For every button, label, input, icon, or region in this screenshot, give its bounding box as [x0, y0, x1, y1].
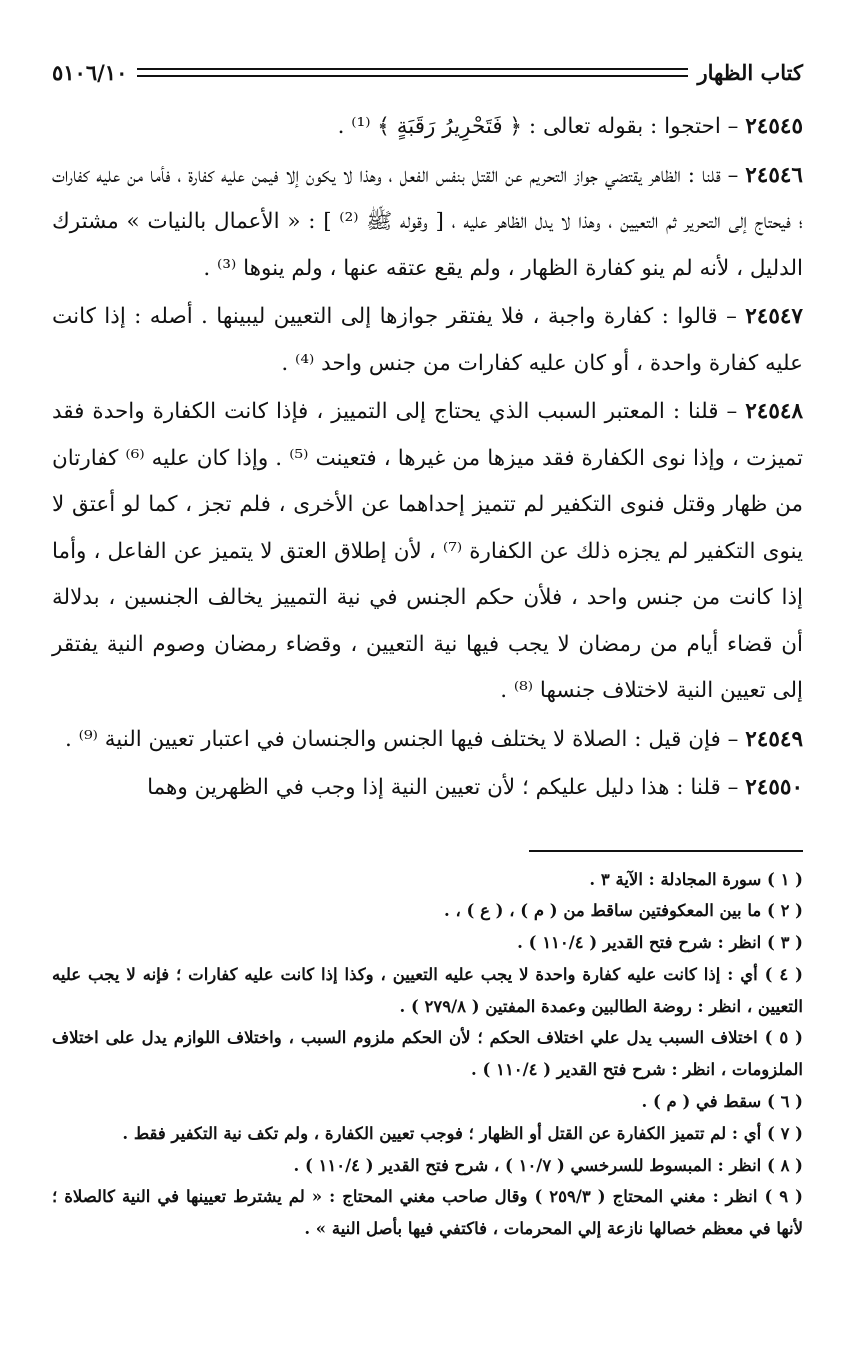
footnote: ( ٦ ) سقط في ( م ) . — [641, 1092, 803, 1112]
paragraph — [52, 717, 803, 764]
footnote: ( ٣ ) انظر : شرح فتح القدير ( ١١٠/٤ ) . — [517, 933, 803, 953]
footnote: ( ١ ) سورة المجادلة : الآية ٣ . — [589, 869, 803, 889]
paragraph — [52, 153, 803, 293]
paragraph-number: ٢٤٥٤٦ — [745, 162, 803, 188]
paragraph-number: ٢٤٥٤٨ — [745, 399, 803, 424]
main-text — [52, 104, 803, 812]
book-title: كتاب الظهار — [697, 59, 803, 85]
footnote: ( ٩ ) انظر : مغني المحتاج ( ٢٥٩/٣ ) وقال صاحب مغني المحتاج : « لم يشترط تعيينها في النية كالصلاة ؛ لأنها في معظم خصالها نازعة إلي المحرمات ، فاكتفي فيها بأصل النية » . — [52, 1187, 803, 1239]
paragraph-number: ٢٤٥٤٩ — [745, 726, 803, 752]
paragraph-text: – قلنا : المعتبر السبب الذي يحتاج إلى التمييز ، فإذا كانت الكفارة واحدة فقد تميزت ، وإذا نوى الكفارة فقد ميزها من غيرها ، فتعينت ⁽⁵⁾ . وإذا كان عليه ⁽⁶⁾ كفارتان من ظهار وقتل فنوى التكفير لم تتميز إحداهما عن الأخرى ، فلم تجز ، كما لو أعتق لا ينوى التكفير لم يجزه ذلك عن الكفارة ⁽⁷⁾ ، لأن إطلاق العتق لا يتميز عن الفاعل ، وأما إذا كانت من جنس واحد ، فلأن حكم الجنس في نية التمييز يخالف الجنسين ، بدلالة أن قضاء أيام من رمضان لا يجب فيها نية التعيين ، وقضاء رمضان وصوم النية يفتقر إلى تعيين النية لاختلاف جنسها ⁽⁸⁾ . — [52, 399, 804, 703]
footnote: ( ٧ ) أي : لم تتميز الكفارة عن القتل أو الظهار ؛ فوجب تعيين الكفارة ، ولم تكف نية التكفير فقط . — [122, 1123, 803, 1143]
footnote: ( ٢ ) ما بين المعكوفتين ساقط من ( م ) ، ( ع ) ، . — [443, 901, 803, 921]
paragraph — [52, 765, 803, 812]
paragraph-number: ٢٤٥٤٧ — [745, 304, 803, 329]
paragraph — [52, 294, 803, 387]
footnote: ( ٨ ) انظر : المبسوط للسرخسي ( ١٠/٧ ) ، شرح فتح القدير ( ١١٠/٤ ) . — [293, 1155, 803, 1175]
footnotes — [52, 864, 803, 1246]
paragraph-number: ٢٤٥٥٠ — [745, 775, 803, 800]
paragraph — [52, 389, 803, 715]
paragraph-text: – احتجوا : بقوله تعالى : ﴿ فَتَحْرِيرُ رَقَبَةٍ ﴾ ⁽¹⁾ . — [337, 114, 739, 139]
paragraph-text: – فإن قيل : الصلاة لا يختلف فيها الجنس والجنسان في اعتبار تعيين النية ⁽⁹⁾ . — [65, 726, 739, 752]
paragraph — [52, 104, 803, 151]
header-rule — [137, 68, 687, 77]
footnote: ( ٥ ) اختلاف السبب يدل علي اختلاف الحكم ؛ لأن الحكم ملزوم السبب ، واختلاف اللوازم يدل على اختلاف الملزومات ، انظر : شرح فتح القدير ( ١١٠/٤ ) . — [52, 1028, 803, 1080]
footnote: ( ٤ ) أي : إذا كانت عليه كفارة واحدة لا يجب عليه التعيين ، وكذا إذا كانت عليه كفارات ؛ فإنه لا يجب عليه التعيين ، انظر : روضة الطالبين وعمدة المفتين ( ٢٧٩/٨ ) . — [52, 964, 803, 1016]
paragraph-number: ٢٤٥٤٥ — [745, 114, 803, 139]
paragraph-text: – قلنا : هذا دليل عليكم ؛ لأن تعيين النية إذا وجب في الظهرين وهما — [147, 775, 739, 800]
footnote-separator — [529, 850, 803, 852]
paragraph-text: – قلنا : الظاهر يقتضي جواز التحريم عن القتل بنفس الفعل ، وهذا لا يكون إلا فيمن عليه كفارة ، فأما من عليه كفارات ؛ فيحتاج إلى التحرير ثم التعيين ، وهذا لا يدل الظاهر عليه ، [ وقوله ﷺ ⁽²⁾ ] : « الأعمال بالنيات » مشترك الدليل ، لأنه لم ينو كفارة الظهار ، ولم يقع عتقه عنها ، ولم ينوها ⁽³⁾ . — [52, 162, 803, 281]
page-reference: ٥١٠٦/١٠ — [52, 59, 128, 85]
running-header — [52, 52, 803, 92]
paragraph-text: – قالوا : كفارة واجبة ، فلا يفتقر جوازها إلى التعيين ليبينها . أصله : إذا كانت عليه كفارة واحدة ، أو كان عليه كفارات من جنس واحد ⁽⁴⁾ . — [52, 304, 803, 376]
